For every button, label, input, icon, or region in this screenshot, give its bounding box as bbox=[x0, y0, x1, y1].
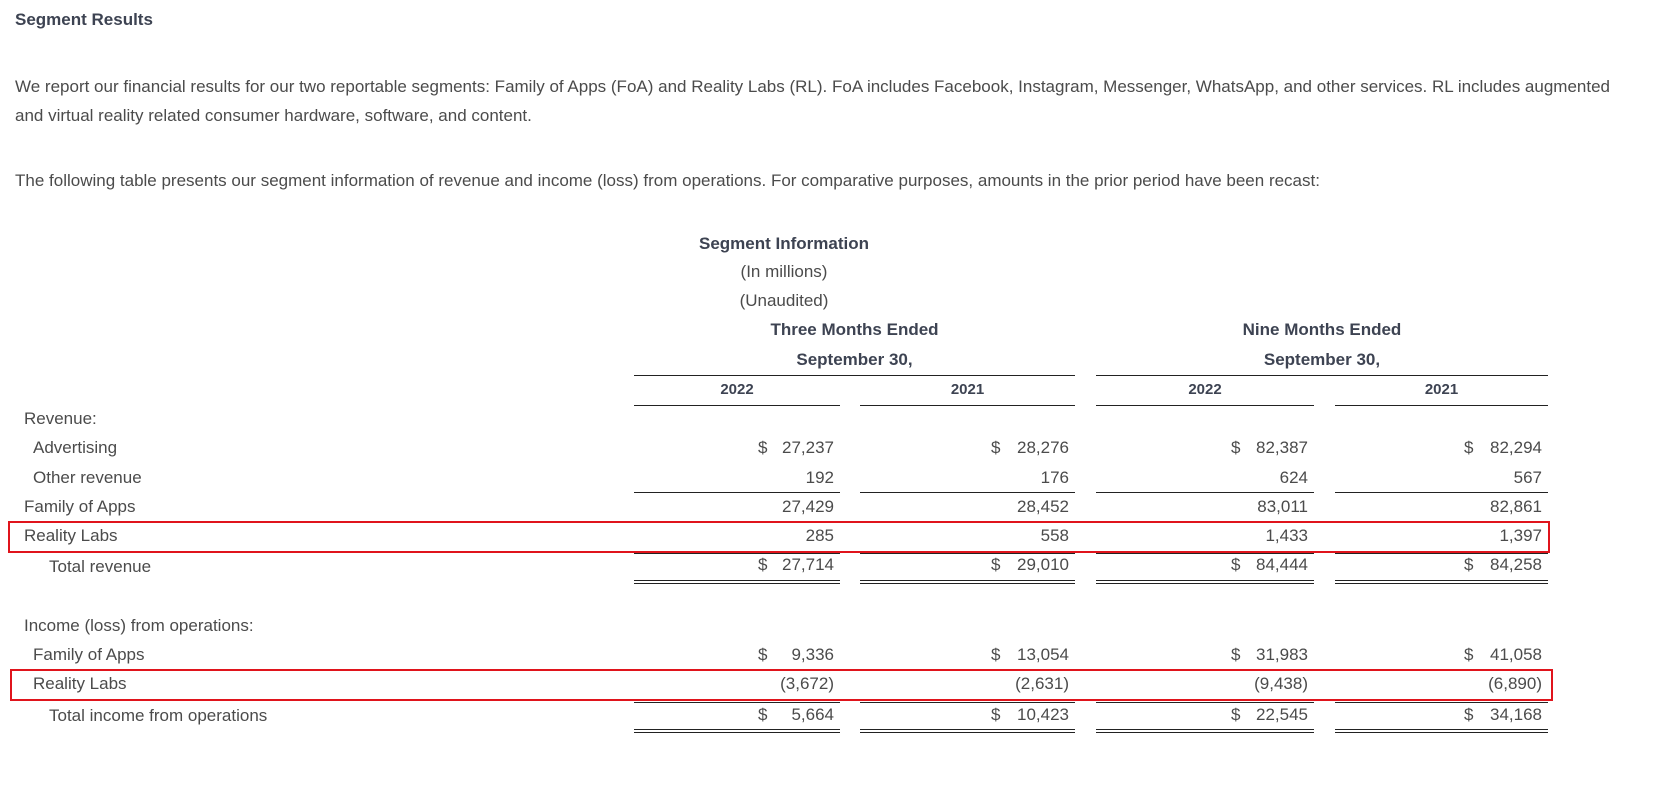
total-rule bbox=[860, 702, 1075, 703]
value-income-family-of-apps-q-2022: 9,336 bbox=[791, 645, 834, 664]
total-rule bbox=[1096, 553, 1314, 554]
value-revenue-advertising-9m-2021: 82,294 bbox=[1490, 438, 1542, 457]
value-income-total-income-9m-2021: 34,168 bbox=[1490, 705, 1542, 724]
row-label-total-revenue: Total revenue bbox=[49, 557, 152, 576]
total-rule bbox=[1335, 702, 1548, 703]
section-heading: Segment Results bbox=[15, 10, 153, 29]
currency-symbol: $ bbox=[1231, 438, 1241, 457]
value-revenue-other-revenue-q-2021: 176 bbox=[1040, 468, 1069, 487]
value-revenue-reality-labs-9m-2022: 1,433 bbox=[1265, 526, 1308, 545]
year-header-q-2022: 2022 bbox=[720, 381, 754, 398]
period-nine-months-line1: Nine Months Ended bbox=[1242, 320, 1402, 339]
subtotal-rule bbox=[860, 492, 1075, 493]
total-double-rule bbox=[634, 580, 840, 584]
year-underline bbox=[634, 405, 840, 406]
highlight-box-reality-labs-revenue bbox=[8, 521, 1550, 553]
currency-symbol: $ bbox=[758, 645, 768, 664]
value-income-total-income-q-2022: 5,664 bbox=[791, 705, 834, 724]
currency-symbol: $ bbox=[1464, 645, 1474, 664]
subtotal-rule bbox=[1096, 492, 1314, 493]
value-revenue-other-revenue-9m-2022: 624 bbox=[1279, 468, 1308, 487]
currency-symbol: $ bbox=[758, 438, 768, 457]
total-double-rule bbox=[1096, 729, 1314, 733]
intro-paragraph: We report our financial results for our two reportable segments: Family of Apps (FoA) and Reality Labs (RL). FoA includes Facebook, Instagram, Messenger, WhatsApp, and other services. RL includes augmented and virtual reality related consumer hardware, software, and content. bbox=[15, 77, 1610, 125]
year-underline bbox=[1335, 405, 1548, 406]
total-double-rule bbox=[1335, 580, 1548, 584]
currency-symbol: $ bbox=[991, 645, 1001, 664]
value-revenue-other-revenue-9m-2021: 567 bbox=[1513, 468, 1542, 487]
total-double-rule bbox=[860, 729, 1075, 733]
row-label-reality-labs-revenue: Reality Labs bbox=[24, 526, 118, 545]
table-intro-paragraph: The following table presents our segment information of revenue and income (loss) from operations. For comparative purposes, amounts in the prior period have been recast: bbox=[15, 171, 1320, 190]
value-income-reality-labs-q-2022: (3,672) bbox=[780, 674, 834, 693]
currency-symbol: $ bbox=[991, 438, 1001, 457]
income-header: Income (loss) from operations: bbox=[24, 616, 254, 635]
year-header-9m-2021: 2021 bbox=[1424, 381, 1459, 398]
currency-symbol: $ bbox=[1464, 705, 1474, 724]
value-revenue-family-of-apps-q-2022: 27,429 bbox=[782, 497, 834, 516]
currency-symbol: $ bbox=[1231, 555, 1241, 574]
value-income-reality-labs-q-2021: (2,631) bbox=[1015, 674, 1069, 693]
total-double-rule bbox=[1335, 729, 1548, 733]
total-rule bbox=[860, 553, 1075, 554]
value-revenue-advertising-9m-2022: 82,387 bbox=[1256, 438, 1308, 457]
currency-symbol: $ bbox=[758, 555, 768, 574]
value-revenue-total-revenue-q-2022: 27,714 bbox=[782, 555, 834, 574]
subtotal-rule bbox=[1335, 492, 1548, 493]
value-revenue-reality-labs-q-2022: 285 bbox=[805, 526, 834, 545]
period-underline-three bbox=[634, 375, 1075, 376]
year-underline bbox=[1096, 405, 1314, 406]
value-revenue-advertising-q-2022: 27,237 bbox=[782, 438, 834, 457]
row-label-family-of-apps-income: Family of Apps bbox=[33, 645, 145, 664]
value-revenue-total-revenue-q-2021: 29,010 bbox=[1017, 555, 1069, 574]
period-nine-months-line2: September 30, bbox=[1263, 350, 1381, 369]
currency-symbol: $ bbox=[758, 705, 768, 724]
total-rule bbox=[1096, 702, 1314, 703]
value-revenue-family-of-apps-9m-2021: 82,861 bbox=[1490, 497, 1542, 516]
period-three-months-line2: September 30, bbox=[796, 350, 913, 369]
row-label-reality-labs-income: Reality Labs bbox=[33, 674, 127, 693]
value-revenue-other-revenue-q-2022: 192 bbox=[805, 468, 834, 487]
currency-symbol: $ bbox=[1464, 555, 1474, 574]
period-three-months-line1: Three Months Ended bbox=[770, 320, 939, 339]
value-income-reality-labs-9m-2021: (6,890) bbox=[1488, 674, 1542, 693]
currency-symbol: $ bbox=[991, 705, 1001, 724]
row-label-other-revenue: Other revenue bbox=[33, 468, 142, 487]
table-unit: (In millions) bbox=[740, 262, 828, 281]
row-label-advertising: Advertising bbox=[33, 438, 118, 457]
table-title: Segment Information bbox=[698, 234, 869, 253]
total-double-rule bbox=[634, 729, 840, 733]
total-double-rule bbox=[860, 580, 1075, 584]
revenue-header: Revenue: bbox=[24, 409, 97, 428]
row-label-family-of-apps-revenue: Family of Apps bbox=[24, 497, 136, 516]
year-header-9m-2022: 2022 bbox=[1188, 381, 1222, 398]
table-audit-note: (Unaudited) bbox=[739, 291, 829, 310]
currency-symbol: $ bbox=[1231, 645, 1241, 664]
subtotal-rule bbox=[634, 492, 840, 493]
year-underline bbox=[860, 405, 1075, 406]
value-revenue-total-revenue-9m-2021: 84,258 bbox=[1490, 555, 1542, 574]
year-header-q-2021: 2021 bbox=[950, 381, 985, 398]
row-label-total-income: Total income from operations bbox=[49, 706, 268, 725]
value-revenue-family-of-apps-9m-2022: 83,011 bbox=[1257, 497, 1308, 516]
currency-symbol: $ bbox=[1464, 438, 1474, 457]
currency-symbol: $ bbox=[1231, 705, 1241, 724]
value-income-family-of-apps-9m-2021: 41,058 bbox=[1490, 645, 1542, 664]
value-revenue-advertising-q-2021: 28,276 bbox=[1017, 438, 1069, 457]
value-income-total-income-9m-2022: 22,545 bbox=[1256, 705, 1308, 724]
value-revenue-reality-labs-q-2021: 558 bbox=[1040, 526, 1069, 545]
total-rule bbox=[634, 702, 840, 703]
total-rule bbox=[634, 553, 840, 554]
value-revenue-reality-labs-9m-2021: 1,397 bbox=[1499, 526, 1542, 545]
value-income-total-income-q-2021: 10,423 bbox=[1017, 705, 1069, 724]
value-income-family-of-apps-9m-2022: 31,983 bbox=[1256, 645, 1308, 664]
value-revenue-family-of-apps-q-2021: 28,452 bbox=[1017, 497, 1069, 516]
currency-symbol: $ bbox=[991, 555, 1001, 574]
total-rule bbox=[1335, 553, 1548, 554]
total-double-rule bbox=[1096, 580, 1314, 584]
value-income-reality-labs-9m-2022: (9,438) bbox=[1254, 674, 1308, 693]
period-underline-nine bbox=[1096, 375, 1548, 376]
value-revenue-total-revenue-9m-2022: 84,444 bbox=[1256, 555, 1308, 574]
value-income-family-of-apps-q-2021: 13,054 bbox=[1017, 645, 1069, 664]
